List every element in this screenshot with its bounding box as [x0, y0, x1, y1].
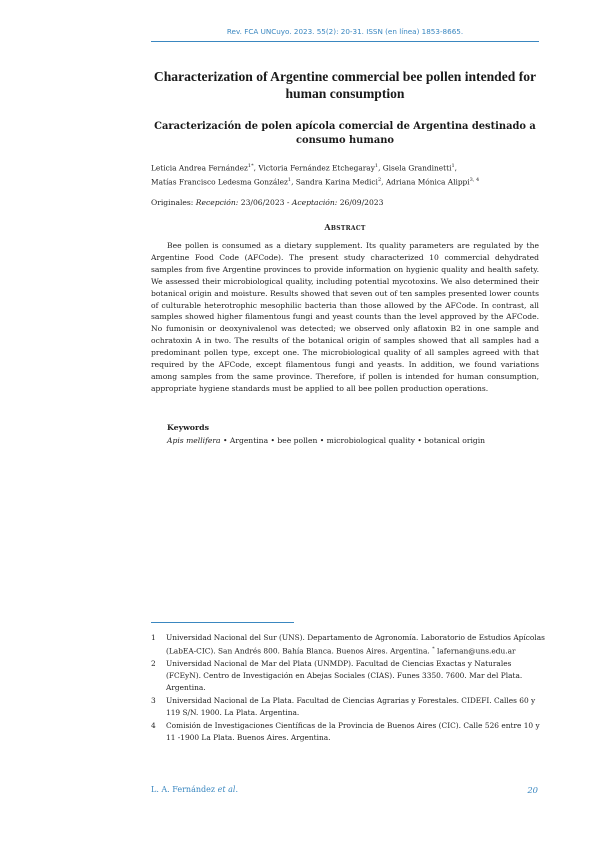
paper-subtitle-spanish: Caracterización de polen apícola comercial de Argentina destinado a consumo humano: [154, 121, 536, 146]
footnote-number: 2: [151, 659, 156, 669]
abstract-heading: Abstract: [324, 222, 366, 232]
author-name: Leticia Andrea Fernández: [151, 163, 248, 173]
keywords-rest: • Argentina • bee pollen • microbiological quality • botanical origin: [220, 436, 486, 445]
footnote-number: 1: [151, 633, 156, 642]
author-affiliation-marker: 3, 4: [469, 177, 480, 184]
affiliation-footnotes: [151, 632, 546, 745]
received-date: 23/06/2023 -: [238, 198, 292, 207]
footnote-item: 1 Universidad Nacional del Sur (UNS). Departamento de Agronomía. Laboratorio de Estudios Apícolas (LabEA-CIC). San Andrés 800. Bahía Blanca. Buenos Aires. Argentina. * lafernan@uns.edu.ar: [151, 633, 545, 656]
journal-citation-header: Rev. FCA UNCuyo. 2023. 55(2): 20-31. ISSN (en línea) 1853-8665.: [226, 27, 464, 36]
author-name: Sandra Karina Medici: [295, 177, 378, 187]
page-number: 20: [527, 785, 538, 795]
footer-author: L. A. Fernández et al.: [151, 785, 238, 794]
author-affiliation-marker: 2: [377, 177, 382, 184]
author-name: Adriana Mónica Alippi: [385, 177, 470, 187]
author-affiliation-marker: 1*: [247, 163, 254, 169]
author-name: Victoria Fernández Etchegaray: [258, 163, 375, 173]
footnote-item: 2 Universidad Nacional de Mar del Plata (UNMDP). Facultad de Ciencias Exactas y Naturales (FCEyN). Centro de Investigación en Abejas Sociales (CIAS). Funes 3350. 7600. Mar del Plata. Argentina.: [151, 659, 523, 692]
author-name: Gisela Grandinetti: [382, 163, 452, 173]
author-name: Matías Francisco Ledesma González: [151, 177, 288, 187]
keywords-list: [167, 436, 485, 445]
author-affiliation-marker: 1: [451, 163, 455, 169]
author-affiliation-marker: 1: [374, 163, 379, 169]
footnote-item: 3 Universidad Nacional de La Plata. Facultad de Ciencias Agrarias y Forestales. CIDEFI. Calles 60 y 119 S/N. 1900. La Plata. Argentina.: [151, 695, 536, 717]
received-label: Recepción:: [195, 198, 239, 207]
keywords-heading: Keywords: [167, 423, 209, 432]
footnote-number: 3: [151, 695, 156, 705]
author-list: Leticia Andrea Fernández$^{1*}$, Victoria Fernández Etchegaray$^1$, Gisela Grandinetti$^1$, Matías Francisco Ledesma González$^1$, Sandra Karina Medici$^2$, Adriana Mónica Alippi$^{3, 4}$: [151, 163, 480, 187]
abstract-body: Bee pollen is consumed as a dietary supplement. Its quality parameters are regulated by the Argentine Food Code (AFCode). The present study characterized 10 commercial dehydrated samples from five Argentine provinces to provide information on hygienic quality and health safety. We assessed their microbiological quality, including potential mycotoxins. We also determined their botanical origin and moisture. Results showed that seven out of ten samples presented lower counts of culturable heterotrophic mesophilic bacteria than those allowed by the AFCode. In contrast, all samples showed higher filamentous fungi and yeast counts than the level approved by the AFCode. No fumonisin or deoxynivalenol was detected; we observed only aflatoxin B2 in one sample and ochratoxin A in two. The results of the botanical origin of samples showed that all samples had a predominant pollen type, except one. The microbiological quality of all samples agreed with that required by the AFCode, except filamentous fungi and yeasts. In addition, we found variations among samples from the same province. Therefore, if pollen is intended for human consumption, appropriate hygiene standards must be applied to all bee pollen production operations.: [151, 241, 539, 393]
paper-title: Characterization of Argentine commercial bee pollen intended for human consumption: [153, 69, 537, 101]
accepted-date: 26/09/2023: [337, 198, 384, 207]
footnote-divider: [151, 622, 294, 623]
submission-dates: Originales: Recepción: 23/06/2023 - Aceptación: 26/09/2023: [151, 198, 384, 207]
author-affiliation-marker: 1: [287, 177, 292, 184]
keyword-species: Apis mellifera: [167, 436, 221, 445]
corresponding-marker: *: [432, 645, 435, 652]
footnote-number: 4: [151, 720, 156, 730]
header-divider: [151, 41, 539, 42]
accepted-label: Aceptación:: [291, 198, 338, 207]
corresponding-email[interactable]: lafernan@uns.edu.ar: [434, 646, 516, 656]
footnote-item: 4 Comisión de Investigaciones Científicas de la Provincia de Buenos Aires (CIC). Calle 526 entre 10 y 11 -1900 La Plata. Buenos Aires. Argentina.: [151, 720, 540, 742]
footer-et-al: et al.: [217, 785, 238, 794]
